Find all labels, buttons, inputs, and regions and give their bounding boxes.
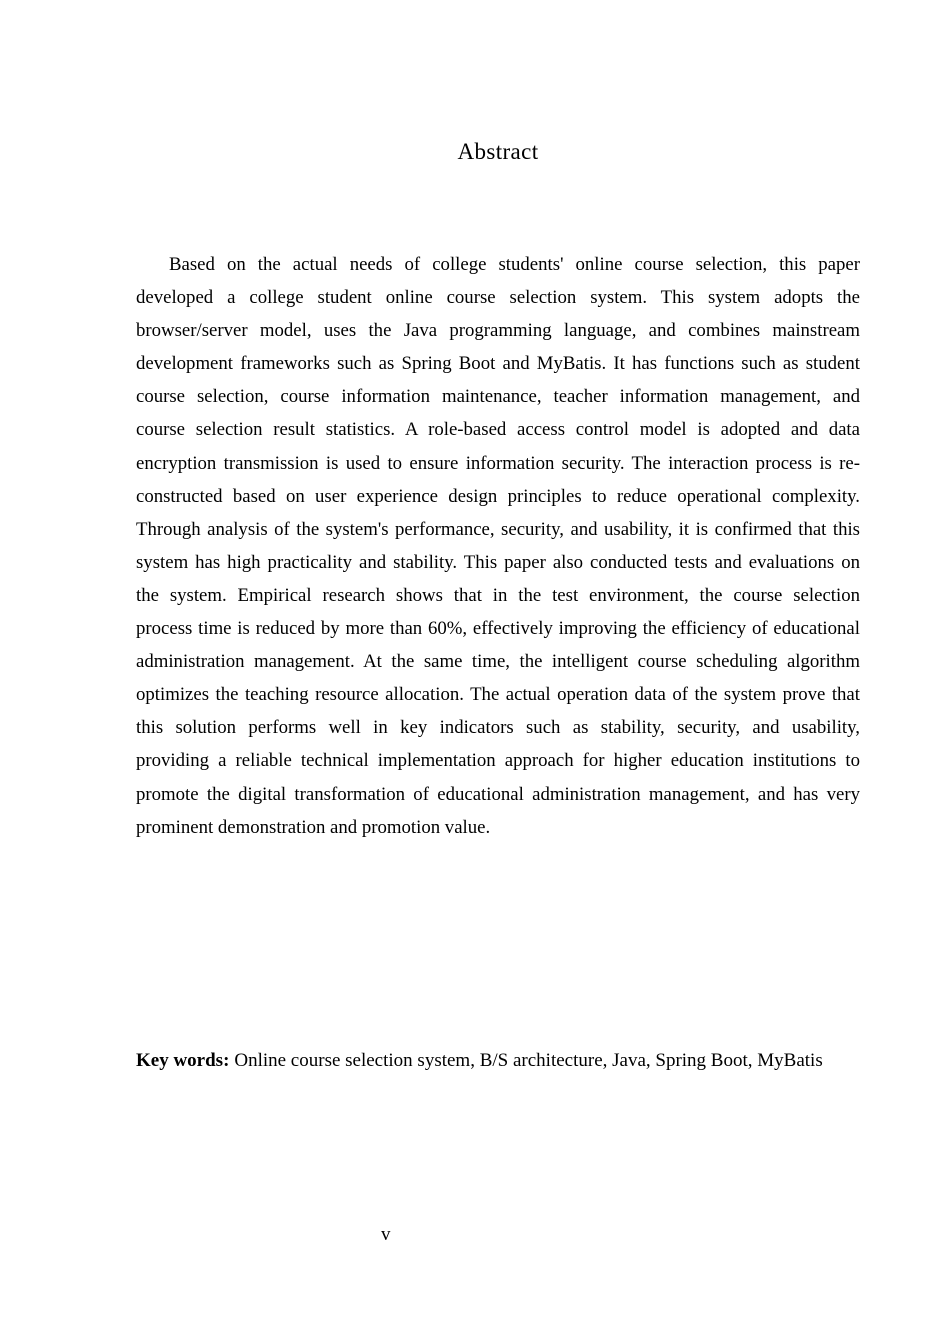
- abstract-line: promote the digital transformation of educational administration management, and has very: [136, 783, 860, 805]
- keywords-line: [136, 1044, 860, 1077]
- abstract-line: course selection result statistics. A role-based access control model is adopted and data: [136, 419, 860, 441]
- abstract-line: process time is reduced by more than 60%, effectively improving the efficiency of educational: [136, 618, 860, 640]
- abstract-line: administration management. At the same time, the intelligent course scheduling algorithm: [136, 651, 860, 673]
- abstract-line: development frameworks such as Spring Boot and MyBatis. It has functions such as student: [136, 353, 860, 375]
- abstract-line: encryption transmission is used to ensure information security. The interaction process is re-: [136, 452, 860, 474]
- abstract-line: Based on the actual needs of college students' online course selection, this paper: [169, 254, 860, 275]
- abstract-line: Through analysis of the system's performance, security, and usability, it is confirmed that this: [136, 518, 860, 540]
- abstract-paragraph: [136, 248, 860, 844]
- abstract-line: constructed based on user experience design principles to reduce operational complexity.: [136, 485, 860, 507]
- abstract-line: providing a reliable technical implementation approach for higher education institutions to: [136, 750, 860, 772]
- page-number: v: [381, 1224, 391, 1245]
- abstract-line: developed a college student online course selection system. This system adopts the: [136, 287, 860, 309]
- keywords-label: Key words:: [136, 1050, 230, 1071]
- abstract-line: browser/server model, uses the Java programming language, and combines mainstream: [136, 320, 860, 342]
- abstract-line: the system. Empirical research shows that in the test environment, the course selection: [136, 584, 860, 606]
- keywords-text: Online course selection system, B/S architecture, Java, Spring Boot, MyBatis: [234, 1050, 823, 1071]
- abstract-line: prominent demonstration and promotion value.: [136, 816, 491, 838]
- abstract-line: this solution performs well in key indicators such as stability, security, and usability,: [136, 717, 860, 739]
- page-title: Abstract: [457, 139, 539, 164]
- abstract-line: optimizes the teaching resource allocation. The actual operation data of the system prove that: [136, 684, 860, 706]
- abstract-line: system has high practicality and stability. This paper also conducted tests and evaluations on: [136, 551, 860, 573]
- abstract-line: course selection, course information maintenance, teacher information management, and: [136, 386, 860, 408]
